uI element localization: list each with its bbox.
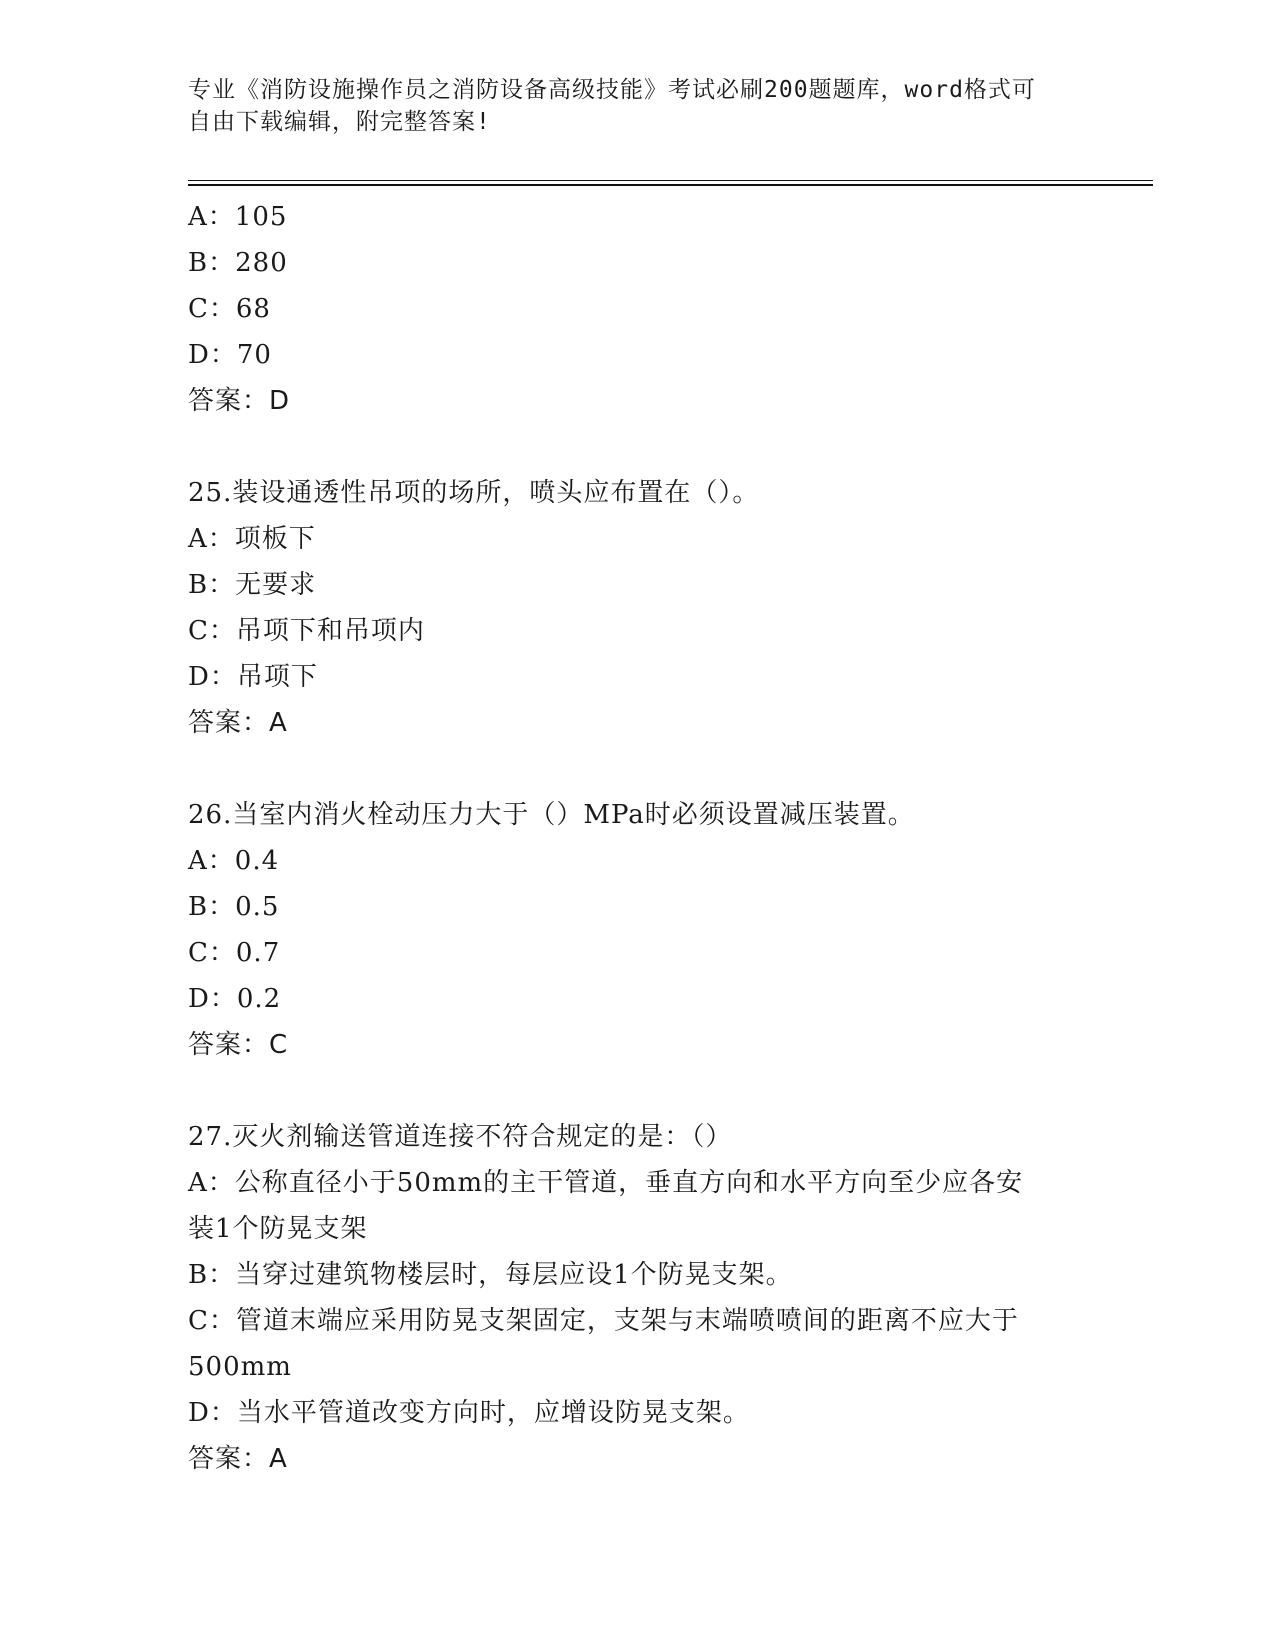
option-c: C：吊项下和吊项内 <box>188 616 425 646</box>
question-list <box>188 194 1088 1482</box>
question-text: 25.装设通透性吊项的场所，喷头应布置在（）。 <box>188 478 760 508</box>
option-d: D：0.2 <box>188 984 282 1014</box>
option-c: C：68 <box>188 294 271 324</box>
option-d: D：当水平管道改变方向时，应增设防晃支架。 <box>188 1398 750 1428</box>
question-block-24 <box>188 194 1088 424</box>
question-block-27 <box>188 1114 1088 1482</box>
spacer <box>188 424 1088 470</box>
question-block-26 <box>188 792 1088 1068</box>
option-a: A：0.4 <box>188 846 280 876</box>
answer: 答案：A <box>188 1444 288 1474</box>
option-d: D：70 <box>188 340 272 370</box>
option-b: B：280 <box>188 248 288 278</box>
header-line-2: 自由下载编辑，附完整答案! <box>188 109 491 135</box>
header-divider-thick <box>188 184 1153 186</box>
spacer <box>188 746 1088 792</box>
option-b: B：0.5 <box>188 892 280 922</box>
answer: 答案：A <box>188 708 288 738</box>
option-c: C：0.7 <box>188 938 281 968</box>
option-a: A：公称直径小于50mm的主干管道，垂直方向和水平方向至少应各安 <box>188 1168 1024 1198</box>
option-a: A：项板下 <box>188 524 316 554</box>
question-block-25 <box>188 470 1088 746</box>
option-a: A：105 <box>188 202 288 232</box>
option-a-continued: 装1个防晃支架 <box>188 1214 368 1244</box>
option-d: D：吊项下 <box>188 662 318 692</box>
question-text: 26.当室内消火栓动压力大于（）MPa时必须设置减压装置。 <box>188 800 915 830</box>
header-line-1: 专业《消防设施操作员之消防设备高级技能》考试必刷200题题库，word格式可 <box>188 77 1036 103</box>
option-b: B：无要求 <box>188 570 317 600</box>
option-c: C：管道末端应采用防晃支架固定，支架与末端喷喷间的距离不应大于 <box>188 1306 1019 1336</box>
spacer <box>188 1068 1088 1114</box>
option-c-continued: 500mm <box>188 1352 292 1382</box>
answer: 答案：D <box>188 386 291 416</box>
answer: 答案：C <box>188 1030 289 1060</box>
header-divider-thin <box>188 180 1153 181</box>
option-b: B：当穿过建筑物楼层时，每层应设1个防晃支架。 <box>188 1260 793 1290</box>
document-header <box>188 74 1078 138</box>
question-text: 27.灭火剂输送管道连接不符合规定的是：（） <box>188 1122 733 1152</box>
